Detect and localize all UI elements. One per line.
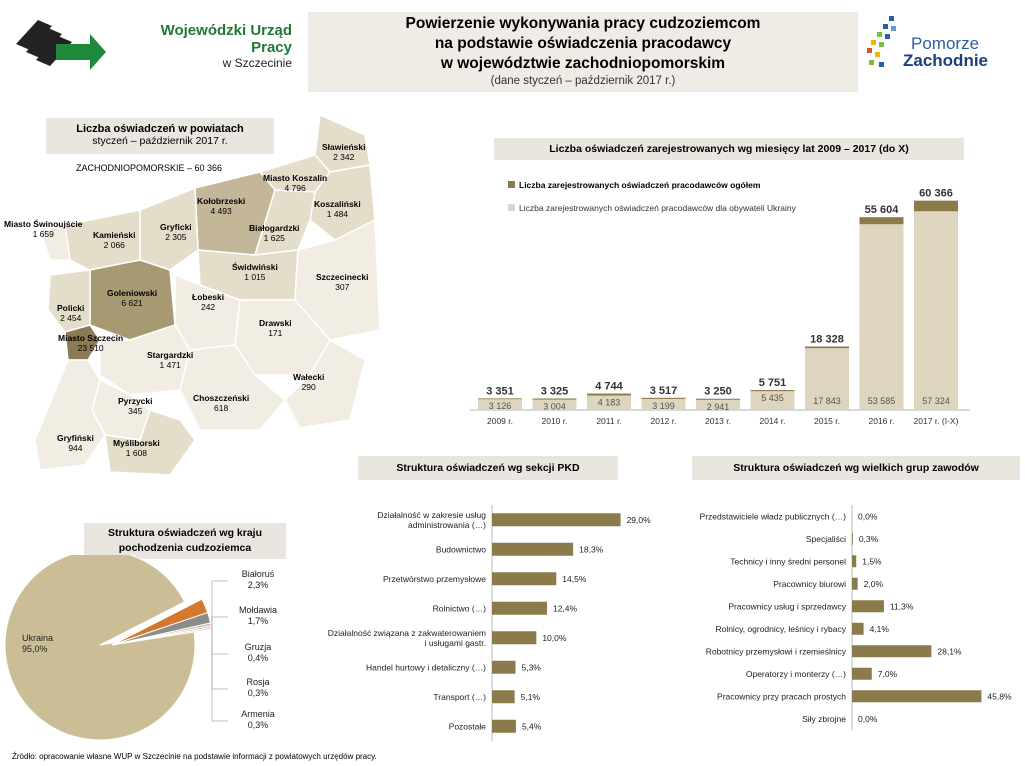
pie-label-name-2: Mołdawia xyxy=(238,605,278,615)
tick-year-4: 2013 r. xyxy=(705,416,731,426)
category-label-3: Pracownicy biurowi xyxy=(773,578,846,589)
map-total-label: ZACHODNIOPOMORSKIE – 60 366 xyxy=(76,163,223,173)
category-label-2: Technicy i inny średni personel xyxy=(730,556,846,567)
value-label-2: 1,5% xyxy=(862,556,882,567)
category-label-9: Siły zbrojne xyxy=(802,713,846,724)
bar-3 xyxy=(852,578,858,590)
bar-4 xyxy=(852,600,884,612)
page-title-line3: w województwie zachodniopomorskim xyxy=(440,55,726,72)
occupation-chart xyxy=(640,505,1025,730)
pomorze-zachodnie-logo xyxy=(865,14,989,74)
category-label-1: Budownictwo xyxy=(435,544,486,555)
category-label-2: Przetwórstwo przemysłowe xyxy=(383,573,486,584)
map-label-choszczenski: Choszczeński 618 xyxy=(193,393,250,413)
label-total-6: 18 328 xyxy=(810,333,844,346)
map-label-goleniowski: Goleniowski 6 621 xyxy=(107,288,158,308)
pkd-chart xyxy=(280,505,680,745)
source-footnote: Źródło: opracowanie własne WUP w Szczecinie na podstawie informacji z powiatowych urzędów pracy. xyxy=(12,752,377,761)
value-label-3: 2,0% xyxy=(863,578,884,589)
label-total-1: 3 325 xyxy=(540,385,569,398)
legend-label-ukraine: Liczba zarejestrowanych oświadczeń pracodawców dla obywateli Ukrainy xyxy=(519,203,796,213)
value-label-0: 29,0% xyxy=(626,514,651,525)
pie-label-name-0: Ukraina xyxy=(22,633,54,643)
pie-label-value-3: 0,4% xyxy=(247,653,269,663)
pie-label-value-4: 0,3% xyxy=(247,688,269,698)
map-label-lobeski: Łobeski 242 xyxy=(192,292,225,312)
yearly-chart-title: Liczba oświadczeń zarejestrowanych wg miesięcy lat 2009 – 2017 (do X) xyxy=(494,138,964,160)
map-label-pyrzycki: Pyrzycki 345 xyxy=(118,396,153,416)
map-label-szczecinecki: Szczecinecki 307 xyxy=(316,272,369,292)
yearly-chart xyxy=(470,170,1000,440)
bar-1 xyxy=(852,533,853,545)
tick-year-6: 2015 r. xyxy=(814,416,840,426)
bar-1 xyxy=(492,543,573,556)
value-label-2: 14,5% xyxy=(562,573,587,584)
label-total-2: 4 744 xyxy=(595,380,623,393)
bar-7 xyxy=(492,720,516,733)
label-ukraine-3: 3 199 xyxy=(652,400,675,411)
pie-label-value-5: 0,3% xyxy=(247,720,269,730)
map-label-bialogardzki: Białogardzki 1 625 xyxy=(249,223,300,243)
bar-5 xyxy=(852,623,864,635)
label-ukraine-5: 5 435 xyxy=(761,393,784,404)
category-label-5: Rolnicy, ogrodnicy, leśnicy i rybacy xyxy=(715,623,846,634)
map-label-drawski: Drawski 171 xyxy=(259,318,292,338)
bar-5 xyxy=(492,661,515,674)
map-label-koszalinski: Koszaliński 1 484 xyxy=(314,199,361,219)
bar-2 xyxy=(492,572,556,585)
bar-ukraine-7 xyxy=(860,224,904,410)
page-title-line2: na podstawie oświadczenia pracodawcy xyxy=(434,35,732,52)
value-label-4: 11,3% xyxy=(889,601,914,612)
category-label-8: Pracownicy przy pracach prostych xyxy=(717,691,846,702)
pie-title: Struktura oświadczeń wg kraju pochodzenia cudzoziemca xyxy=(107,527,263,554)
category-label-0: Przedstawiciele władz publicznych (…) xyxy=(699,511,846,522)
pkd-title: Struktura oświadczeń wg sekcji PKD xyxy=(358,456,618,480)
map-label-gryficki: Gryficki 2 305 xyxy=(160,222,192,242)
label-ukraine-7: 53 585 xyxy=(867,396,896,406)
pie-chart xyxy=(0,555,300,740)
map-label-swinoujscie: Miasto Świnoujście 1 659 xyxy=(4,219,83,239)
bar-6 xyxy=(492,690,515,703)
category-label-0: Działalność w zakresie usług administrowania (…) xyxy=(377,509,486,530)
pie-label-name-3: Gruzja xyxy=(244,642,272,652)
value-label-5: 4,1% xyxy=(869,623,889,634)
map-label-swidwinski: Świdwiński 1 015 xyxy=(232,262,278,282)
pie-label-value-2: 1,7% xyxy=(247,616,269,626)
org-name-line2: w Szczecinie xyxy=(222,56,292,70)
label-ukraine-0: 3 126 xyxy=(488,401,512,412)
bar-8 xyxy=(852,690,981,702)
label-ukraine-1: 3 004 xyxy=(543,401,566,412)
value-label-1: 18,3% xyxy=(579,544,604,555)
label-ukraine-8: 57 324 xyxy=(922,396,950,406)
tick-year-1: 2010 r. xyxy=(541,416,568,426)
label-total-7: 55 604 xyxy=(864,204,899,217)
category-label-1: Specjaliści xyxy=(805,533,846,544)
label-ukraine-2: 4 183 xyxy=(597,397,621,408)
map-label-kolobrzeski: Kołobrzeski 4 493 xyxy=(197,196,246,216)
pie-label-name-5: Armenia xyxy=(241,709,275,719)
category-label-7: Operatorzy i monterzy (…) xyxy=(745,668,846,679)
bar-2 xyxy=(852,555,856,567)
bar-ukraine-8 xyxy=(914,211,958,410)
map-label-mysliborski: Myśliborski 1 608 xyxy=(113,438,160,458)
value-label-7: 7,0% xyxy=(877,668,898,679)
map-label-slawienski: Sławieński 2 342 xyxy=(322,142,366,162)
pie-title-box xyxy=(84,523,286,559)
tick-year-2: 2011 r. xyxy=(596,416,622,426)
label-total-4: 3 250 xyxy=(704,385,732,398)
map-label-gryfinski: Gryfiński 944 xyxy=(57,433,94,453)
category-label-4: Działalność związana z zakwaterowaniem i usługami gastr. xyxy=(327,627,486,648)
pomorze-logo-line2: Zachodnie xyxy=(903,51,989,70)
bar-0 xyxy=(492,513,621,526)
value-label-0: 0,0% xyxy=(858,511,878,522)
value-label-5: 5,3% xyxy=(521,662,541,673)
map-title: Liczba oświadczeń w powiatach xyxy=(76,123,244,135)
value-label-6: 5,1% xyxy=(520,691,540,702)
label-ukraine-4: 2 941 xyxy=(706,401,730,412)
category-label-5: Handel hurtowy i detaliczny (…) xyxy=(366,662,486,673)
org-name-line1: Wojewódzki Urząd Pracy xyxy=(160,22,292,56)
tick-year-0: 2009 r. xyxy=(487,416,513,426)
map-label-policki: Policki 2 454 xyxy=(57,303,85,323)
page-subtitle: (dane styczeń – październik 2017 r.) xyxy=(490,75,676,87)
bar-7 xyxy=(852,668,872,680)
map-label-walecki: Wałecki 290 xyxy=(293,372,325,392)
label-total-5: 5 751 xyxy=(758,377,787,390)
pie-label-name-1: Białoruś xyxy=(241,569,275,579)
value-label-4: 10,0% xyxy=(542,632,567,643)
tick-year-7: 2016 r. xyxy=(868,416,895,426)
bar-4 xyxy=(492,631,536,644)
map-label-stargardzki: Stargardzki 1 471 xyxy=(147,350,194,370)
label-ukraine-6: 17 843 xyxy=(813,396,841,406)
value-label-9: 0,0% xyxy=(858,713,878,724)
pomorze-logo-line1: Pomorze xyxy=(911,34,980,53)
bar-3 xyxy=(492,602,547,615)
tick-year-3: 2012 r. xyxy=(650,416,677,426)
value-label-8: 45,8% xyxy=(987,691,1012,702)
category-label-6: Robotnicy przemysłowi i rzemieślnicy xyxy=(705,646,846,657)
bar-6 xyxy=(852,645,931,657)
org-name xyxy=(118,22,292,70)
pie-label-value-1: 2,3% xyxy=(247,580,269,590)
pie-label-value-0: 95,0% xyxy=(22,644,48,654)
legend-label-total: Liczba zarejestrowanych oświadczeń pracodawców ogółem xyxy=(519,180,761,190)
category-label-6: Transport (…) xyxy=(433,691,486,702)
page-title-line1: Powierzenie wykonywania pracy cudzoziemcom xyxy=(405,15,761,32)
map-label-kaminski: Kamieński 2 066 xyxy=(93,230,136,250)
value-label-1: 0,3% xyxy=(858,533,879,544)
occupation-title: Struktura oświadczeń wg wielkich grup zawodów xyxy=(692,456,1020,480)
page-title-box xyxy=(308,12,858,92)
tick-year-8: 2017 r. (I-X) xyxy=(913,416,959,426)
label-total-3: 3 517 xyxy=(649,384,678,397)
value-label-3: 12,4% xyxy=(552,603,578,614)
pie-label-name-4: Rosja xyxy=(246,677,270,687)
wup-logo xyxy=(12,14,107,74)
value-label-6: 28,1% xyxy=(937,646,962,657)
map-subtitle: styczeń – październik 2017 r. xyxy=(92,135,228,147)
tick-year-5: 2014 r. xyxy=(759,416,786,426)
map-label-miasto-koszalin: Miasto Koszalin 4 796 xyxy=(263,173,328,193)
label-total-8: 60 366 xyxy=(919,187,953,200)
category-label-3: Rolnictwo (…) xyxy=(432,603,486,614)
map-region-gryfinski xyxy=(35,360,105,470)
category-label-4: Pracownicy usług i sprzedawcy xyxy=(728,601,846,612)
map-label-miasto-szczecin: Miasto Szczecin 23 510 xyxy=(58,333,124,353)
value-label-7: 5,4% xyxy=(521,721,542,732)
label-total-0: 3 351 xyxy=(486,385,514,398)
category-label-7: Pozostałe xyxy=(448,721,486,732)
